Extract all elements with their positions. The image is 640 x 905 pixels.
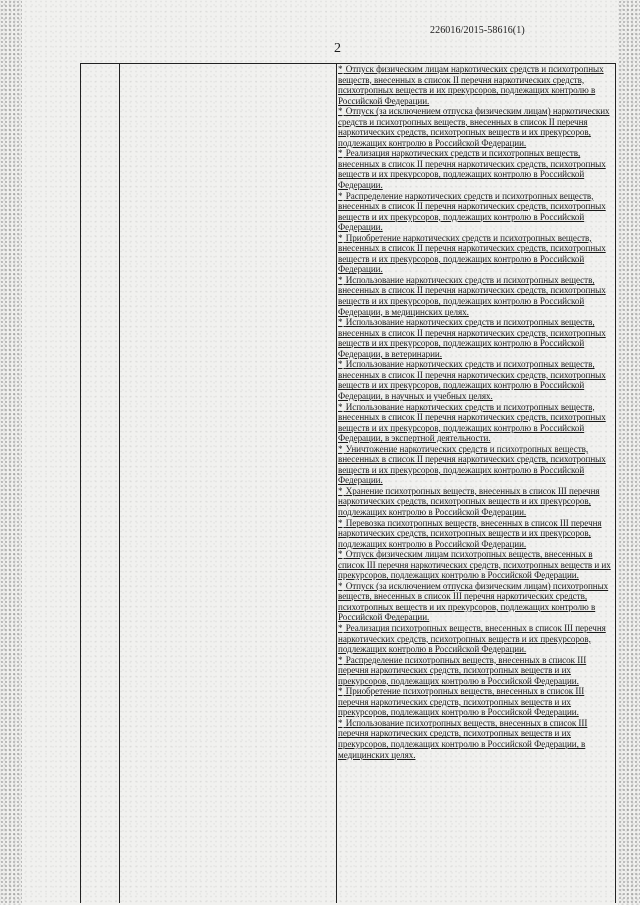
activity-list-item <box>338 359 612 401</box>
activity-text: Распределение психотропных веществ, внесенных в список III перечня наркотических средств, психотропных веществ и их прекурсоров, подлежащих контролю в Российской Федерации. <box>338 654 587 686</box>
activity-list-item <box>338 549 612 581</box>
activity-list-item <box>338 686 612 718</box>
activity-text: Реализация психотропных веществ, внесенных в список III перечня наркотических средств, психотропных веществ и их прекурсоров, подлежащих контролю в Российской Федерации. <box>338 622 606 655</box>
bullet-marker: * <box>338 549 343 560</box>
bullet-marker: * <box>338 654 343 665</box>
activity-text: Распределение наркотических средств и психотропных веществ, внесенных в список II перечня наркотических средств, психотропных веществ и их прекурсоров, подлежащих контролю в Российской Федерации. <box>338 190 606 233</box>
scan-edge-left <box>0 0 22 905</box>
activity-list-item <box>338 317 612 359</box>
activity-list-item <box>338 64 612 106</box>
activity-text: Использование наркотических средств и психотропных веществ, внесенных в список II перечня наркотических средств, психотропных веществ и их прекурсоров, подлежащих контролю в Российской Федерации, в ветеринарии. <box>338 317 606 359</box>
bullet-marker: * <box>338 622 343 633</box>
column-divider <box>336 64 337 903</box>
bullet-marker: * <box>338 401 343 412</box>
activity-list-item <box>338 655 612 687</box>
activity-list-item <box>338 275 612 317</box>
bullet-marker: * <box>338 106 343 117</box>
bullet-marker: * <box>338 148 343 159</box>
bullet-marker: * <box>338 717 343 728</box>
activity-list <box>338 64 612 760</box>
scan-edge-right <box>618 0 640 905</box>
activity-text: Отпуск (за исключением отпуска физическим лицам) наркотических средств и психотропных веществ, внесенных в список II перечня наркотических средств, психотропных веществ и их прекурсоров, подлежащих контролю в Российской Федерации. <box>338 106 610 148</box>
document-number: 226016/2015-58616(1) <box>430 25 525 36</box>
bullet-marker: * <box>338 317 343 328</box>
activity-text: Перевозка психотропных веществ, внесенных в список III перечня наркотических средств, психотропных веществ и их прекурсоров, подлежащих контролю в Российской Федерации. <box>338 517 602 549</box>
activity-text: Приобретение наркотических средств и психотропных веществ, внесенных в список II перечня наркотических средств, психотропных веществ и их прекурсоров, подлежащих контролю в Российской Федерации. <box>338 232 606 275</box>
activity-list-item <box>338 581 612 623</box>
activity-text: Реализация наркотических средств и психотропных веществ, внесенных в список II перечня наркотических средств, психотропных веществ и их прекурсоров, подлежащих контролю в Российской Федерации. <box>338 148 606 191</box>
activity-list-item <box>338 233 612 275</box>
activity-list-item <box>338 623 612 655</box>
activity-text: Хранение психотропных веществ, внесенных в список III перечня наркотических средств, психотропных веществ и их прекурсоров, подлежащих контролю в Российской Федерации. <box>338 485 600 517</box>
bullet-marker: * <box>338 64 343 74</box>
bullet-marker: * <box>338 580 343 591</box>
activity-text: Отпуск физическим лицам наркотических средств и психотропных веществ, внесенных в список II перечня наркотических средств, психотропных веществ и их прекурсоров, подлежащих контролю в Российской Федерации. <box>338 64 604 106</box>
page-number: 2 <box>334 41 341 56</box>
bullet-marker: * <box>338 485 343 496</box>
bullet-marker: * <box>338 686 343 697</box>
activity-text: Использование наркотических средств и психотропных веществ, внесенных в список II перечня наркотических средств, психотропных веществ и их прекурсоров, подлежащих контролю в Российской Федерации, в экспертной деятельности. <box>338 401 606 444</box>
bullet-marker: * <box>338 190 343 201</box>
activity-text: Отпуск физическим лицам психотропных веществ, внесенных в список III перечня наркотических средств, психотропных веществ и их прекурсоров, подлежащих контролю в Российской Федерации. <box>338 549 611 581</box>
activity-list-item <box>338 402 612 444</box>
activity-list-item <box>338 718 612 760</box>
bullet-marker: * <box>338 443 343 454</box>
bullet-marker: * <box>338 517 343 528</box>
activity-text: Использование наркотических средств и психотропных веществ, внесенных в список II перечня наркотических средств, психотропных веществ и их прекурсоров, подлежащих контролю в Российской Федерации, в научных и учебных целях. <box>338 359 606 401</box>
activity-list-item <box>338 486 612 518</box>
activity-list-item <box>338 148 612 190</box>
activity-text: Отпуск (за исключением отпуска физическим лицам) психотропных веществ, внесенных в список III перечня наркотических средств, психотропных веществ и их прекурсоров, подлежащих контролю в Российской Федерации. <box>338 580 609 623</box>
bullet-marker: * <box>338 274 343 285</box>
activity-list-item <box>338 106 612 148</box>
activity-list-item <box>338 444 612 486</box>
bullet-marker: * <box>338 232 343 243</box>
activity-text: Уничтожение наркотических средств и психотропных веществ, внесенных в список II перечня наркотических средств, психотропных веществ и их прекурсоров, подлежащих контролю в Российской Федерации. <box>338 443 606 486</box>
activity-text: Приобретение психотропных веществ, внесенных в список III перечня наркотических средств, психотропных веществ и их прекурсоров, подлежащих контролю в Российской Федерации. <box>338 686 585 718</box>
activity-list-item <box>338 518 612 550</box>
activity-list-item <box>338 191 612 233</box>
column-divider <box>119 64 120 903</box>
activity-text: Использование психотропных веществ, внесенных в список III перечня наркотических средств, психотропных веществ и их прекурсоров, подлежащих контролю в Российской Федерации, в медицинских целях. <box>338 717 588 760</box>
bullet-marker: * <box>338 359 343 370</box>
activity-text: Использование наркотических средств и психотропных веществ, внесенных в список II перечня наркотических средств, психотропных веществ и их прекурсоров, подлежащих контролю в Российской Федерации, в медицинских целях. <box>338 274 606 317</box>
